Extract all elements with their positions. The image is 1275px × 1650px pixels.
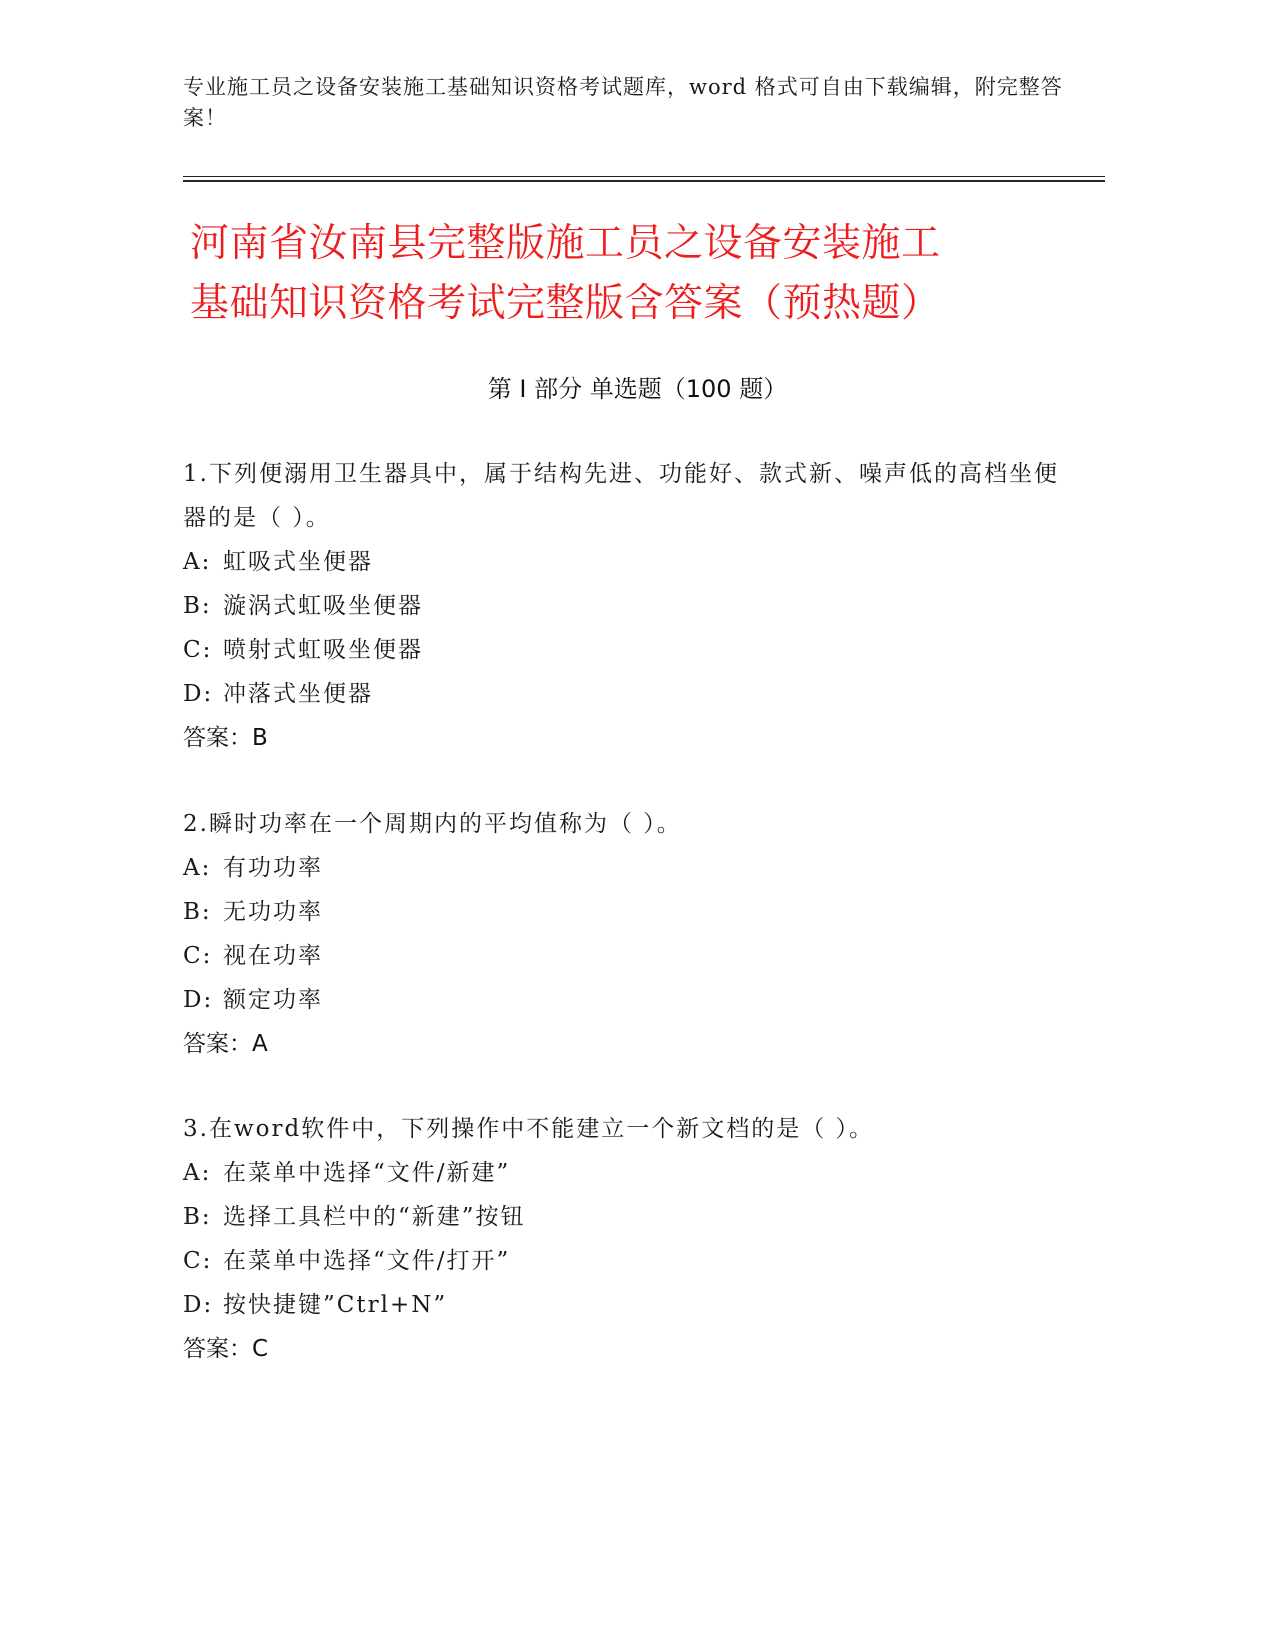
option-letter: D:	[183, 681, 214, 707]
option-c	[183, 934, 1083, 978]
option-letter: C:	[183, 637, 213, 663]
option-text: 冲落式坐便器	[223, 681, 373, 707]
option-letter: A:	[183, 1160, 212, 1186]
option-text: 在菜单中选择“文件/打开”	[223, 1248, 511, 1274]
option-b	[183, 890, 1083, 934]
option-letter: C:	[183, 1248, 213, 1274]
option-c	[183, 628, 1083, 672]
option-text: 按快捷键”Ctrl+N”	[223, 1292, 448, 1318]
option-d	[183, 978, 1083, 1022]
option-text: 选择工具栏中的“新建”按钮	[223, 1204, 526, 1230]
answer-label: 答案：A	[183, 1031, 268, 1057]
header-note: 专业施工员之设备安装施工基础知识资格考试题库，word 格式可自由下载编辑，附完整答案！	[183, 75, 1063, 130]
answer-label: 答案：B	[183, 725, 268, 751]
option-letter: B:	[183, 899, 212, 925]
question-2	[183, 802, 1083, 1066]
option-text: 喷射式虹吸坐便器	[223, 637, 423, 663]
option-d	[183, 672, 1083, 716]
option-letter: A:	[183, 549, 212, 575]
option-b	[183, 584, 1083, 628]
header-divider-thick	[183, 180, 1105, 182]
question-3	[183, 1107, 1083, 1371]
option-d	[183, 1283, 1083, 1327]
header-divider-thin	[183, 176, 1105, 177]
option-text: 额定功率	[223, 987, 323, 1013]
option-letter: A:	[183, 855, 212, 881]
option-c	[183, 1239, 1083, 1283]
document-title	[190, 214, 1090, 334]
question-1	[183, 452, 1083, 760]
option-text: 漩涡式虹吸坐便器	[223, 593, 423, 619]
option-text: 虹吸式坐便器	[223, 549, 373, 575]
option-text: 在菜单中选择“文件/新建”	[223, 1160, 511, 1186]
answer-label: 答案：C	[183, 1336, 269, 1362]
option-letter: D:	[183, 1292, 214, 1318]
option-letter: B:	[183, 593, 212, 619]
question-stem: 1.下列便溺用卫生器具中，属于结构先进、功能好、款式新、噪声低的高档坐便器的是（ ）。	[183, 461, 1059, 531]
document-title-line-1: 河南省汝南县完整版施工员之设备安装施工	[190, 221, 941, 266]
option-b	[183, 1195, 1083, 1239]
option-a	[183, 846, 1083, 890]
question-stem: 2.瞬时功率在一个周期内的平均值称为（ ）。	[183, 811, 682, 837]
question-stem: 3.在word软件中，下列操作中不能建立一个新文档的是（ ）。	[183, 1116, 875, 1142]
option-letter: B:	[183, 1204, 212, 1230]
option-text: 有功功率	[223, 855, 323, 881]
option-letter: C:	[183, 943, 213, 969]
option-a	[183, 540, 1083, 584]
option-a	[183, 1151, 1083, 1195]
option-text: 无功功率	[223, 899, 323, 925]
document-title-line-2: 基础知识资格考试完整版含答案（预热题）	[190, 281, 941, 326]
option-text: 视在功率	[223, 943, 323, 969]
option-letter: D:	[183, 987, 214, 1013]
section-heading: 第 I 部分 单选题（100 题）	[487, 375, 788, 403]
